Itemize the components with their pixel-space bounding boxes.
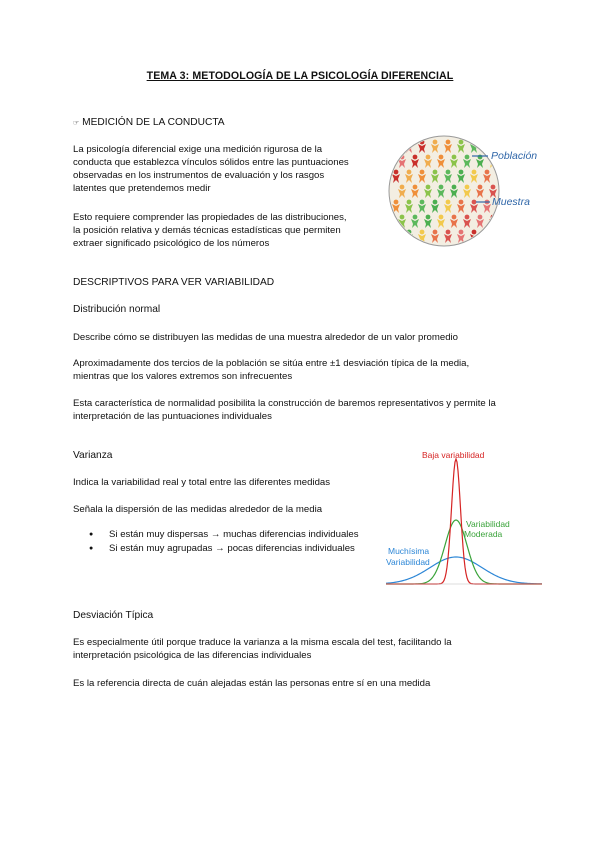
text-line: interpretación psicológica de las diferencias individuales — [73, 650, 312, 661]
person-body-icon — [483, 144, 491, 153]
variance-bullet-list — [73, 528, 359, 556]
paragraph-sd-useful — [73, 636, 452, 662]
variability-curves-figure — [386, 447, 542, 589]
section-heading-text: MEDICIÓN DE LA CONDUCTA — [82, 117, 225, 128]
person-icon — [426, 185, 431, 190]
text-line: conducta que establezca vínculos sólidos entre las puntuaciones — [73, 157, 349, 168]
person-icon — [446, 140, 451, 145]
person-icon — [420, 200, 425, 205]
person-icon — [472, 230, 477, 235]
text-line: observadas en los instrumentos de evaluación y los rasgos — [73, 170, 325, 181]
list-item: ● Si están muy dispersas → muchas diferencias individuales — [73, 528, 359, 542]
person-icon — [472, 170, 477, 175]
person-icon — [459, 200, 464, 205]
person-icon — [439, 185, 444, 190]
person-icon — [452, 215, 457, 220]
person-icon — [478, 155, 483, 160]
person-icon — [400, 185, 405, 190]
person-icon — [394, 230, 399, 235]
paragraph-two-thirds — [73, 357, 469, 383]
person-icon — [459, 230, 464, 235]
person-icon — [465, 185, 470, 190]
person-icon — [485, 140, 490, 145]
person-icon — [394, 200, 399, 205]
text-line: la posición relativa y demás técnicas estadísticas que permiten — [73, 225, 341, 236]
subheading-standard-deviation: Desviación Típica — [73, 610, 154, 621]
person-icon — [439, 155, 444, 160]
person-icon — [426, 155, 431, 160]
person-icon — [407, 140, 412, 145]
person-icon — [433, 140, 438, 145]
person-icon — [478, 185, 483, 190]
population-sample-figure — [388, 134, 550, 248]
person-icon — [439, 215, 444, 220]
person-icon — [433, 200, 438, 205]
text-line: latentes que pretendemos medir — [73, 183, 211, 194]
person-icon — [446, 200, 451, 205]
person-icon — [472, 200, 477, 205]
text-line: mientras que los valores extremos son infrecuentes — [73, 371, 293, 382]
person-icon — [433, 230, 438, 235]
text-line: Es especialmente útil porque traduce la varianza a la misma escala del test, facilitando la — [73, 637, 452, 648]
moderate-variability-label-line1: Variabilidad — [466, 519, 510, 529]
person-icon — [465, 215, 470, 220]
paragraph-variance-real: Indica la variabilidad real y total entre las diferentes medidas — [73, 477, 331, 488]
person-icon — [413, 155, 418, 160]
subheading-variance: Varianza — [73, 450, 113, 461]
paragraph-sd-reference: Es la referencia directa de cuán alejadas están las personas entre sí en una medida — [73, 678, 431, 689]
person-icon — [407, 170, 412, 175]
person-icon — [465, 155, 470, 160]
subheading-normal-distribution: Distribución normal — [73, 304, 161, 315]
paragraph-normal-describe: Describe cómo se distribuyen las medidas de una muestra alrededor de un valor promedio — [73, 332, 459, 343]
sample-label: Muestra — [492, 196, 530, 208]
person-icon — [426, 215, 431, 220]
person-icon — [446, 230, 451, 235]
person-icon — [485, 170, 490, 175]
paragraph-variance-dispersion: Señala la dispersión de las medidas alrededor de la media — [73, 504, 323, 515]
population-label: Población — [491, 150, 538, 162]
person-icon — [433, 170, 438, 175]
high-variability-label-line2: Variabilidad — [386, 557, 430, 567]
person-icon — [491, 185, 496, 190]
pointing-hand-icon: ☞ — [73, 120, 80, 127]
person-icon — [446, 170, 451, 175]
section-heading-measurement — [73, 117, 225, 128]
person-icon — [413, 215, 418, 220]
person-icon — [452, 155, 457, 160]
person-body-icon — [483, 234, 491, 243]
person-body-icon — [392, 234, 400, 243]
list-item: ● Si están muy agrupadas → pocas diferencias individuales — [73, 542, 359, 556]
person-icon — [413, 185, 418, 190]
high-variability-label-line1: Muchísima — [388, 546, 430, 556]
person-icon — [452, 185, 457, 190]
person-icon — [400, 215, 405, 220]
paragraph-normality — [73, 397, 496, 423]
section-heading-descriptives: DESCRIPTIVOS PARA VER VARIABILIDAD — [73, 277, 275, 288]
person-body-icon — [392, 144, 400, 153]
text-line: La psicología diferencial exige una medición rigurosa de la — [73, 144, 323, 155]
moderate-variability-label-line2: Moderada — [464, 529, 503, 539]
paragraph-measurement — [73, 143, 349, 195]
person-icon — [478, 215, 483, 220]
text-line: extraer significado psicológico de los números — [73, 238, 270, 249]
text-line: Esto requiere comprender las propiedades de las distribuciones, — [73, 212, 347, 223]
person-icon — [420, 230, 425, 235]
text-line: interpretación de las puntuaciones individuales — [73, 411, 272, 422]
person-icon — [420, 170, 425, 175]
person-icon — [394, 170, 399, 175]
person-icon — [485, 230, 490, 235]
person-icon — [407, 200, 412, 205]
document-title: TEMA 3: METODOLOGÍA DE LA PSICOLOGÍA DIFERENCIAL — [146, 70, 454, 82]
text-line: Esta característica de normalidad posibilita la construcción de baremos representativos y permite la — [73, 398, 496, 409]
low-variability-label: Baja variabilidad — [422, 450, 485, 460]
text-line: Aproximadamente dos tercios de la población se sitúa entre ±1 desviación típica de la media, — [73, 358, 470, 369]
person-icon — [459, 170, 464, 175]
paragraph-distributions — [73, 211, 347, 250]
person-icon — [394, 140, 399, 145]
